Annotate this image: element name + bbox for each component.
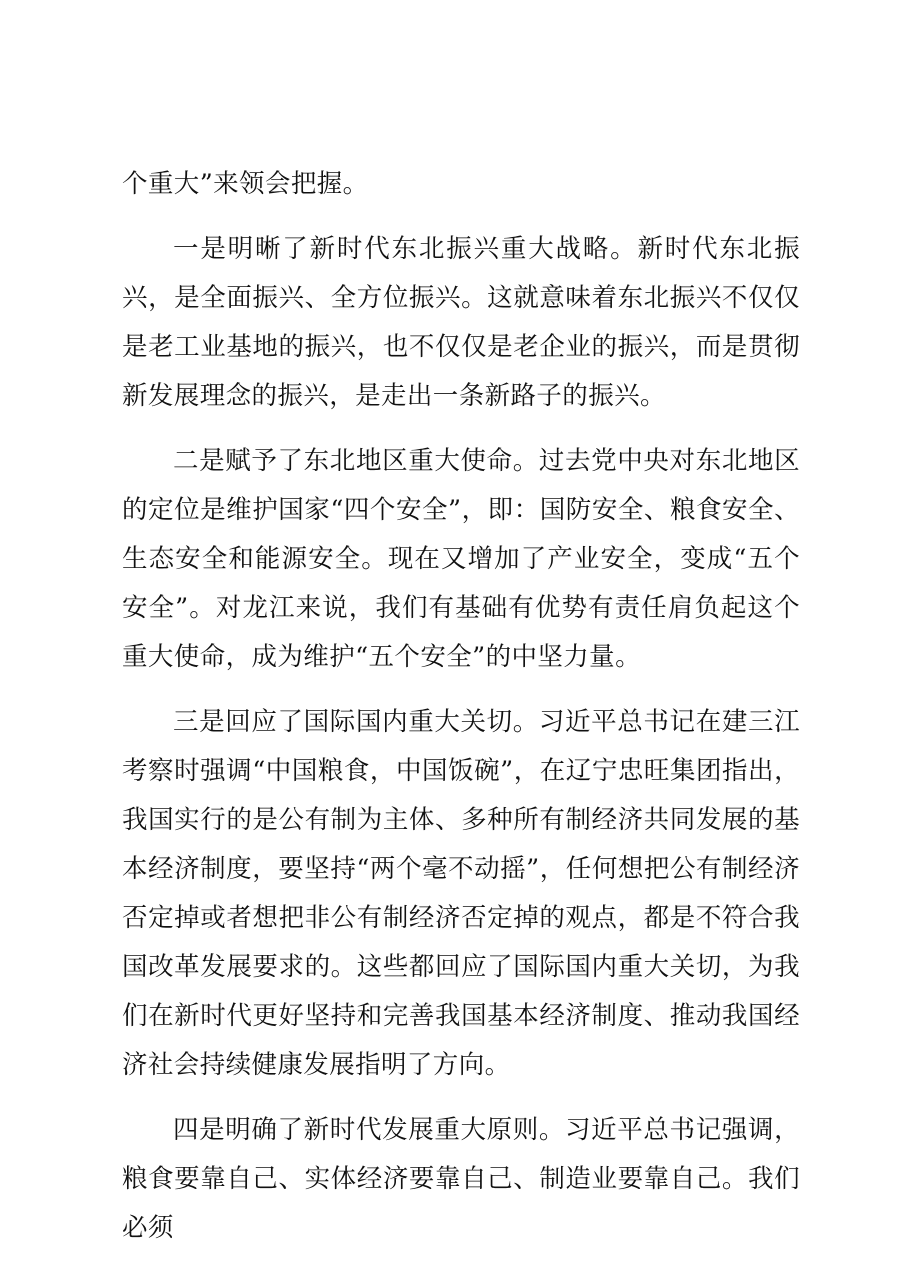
paragraph-strategy: 一是明晰了新时代东北振兴重大战略。新时代东北振兴，是全面振兴、全方位振兴。这就意味着东北振兴不仅仅是老工业基地的振兴，也不仅仅是老企业的振兴，而是贯彻新发展理念的振兴，是走出一条新路子的振兴。 [122, 234, 800, 411]
paragraph-principles: 四是明确了新时代发展重大原则。习近平总书记强调，粮食要靠自己、实体经济要靠自己、制造业要靠自己。我们必须 [122, 1115, 800, 1243]
document-body [122, 160, 800, 1269]
paragraph-mission: 二是赋予了东北地区重大使命。过去党中央对东北地区的定位是维护国家“四个安全”，即：国防安全、粮食安全、生态安全和能源安全。现在又增加了产业安全，变成“五个安全”。对龙江来说，我们有基础有优势有责任肩负起这个重大使命，成为维护“五个安全”的中坚力量。 [122, 446, 800, 672]
paragraph-concerns: 三是回应了国际国内重大关切。习近平总书记在建三江考察时强调“中国粮食，中国饭碗”，在辽宁忠旺集团指出，我国实行的是公有制为主体、多种所有制经济共同发展的基本经济制度，要坚持“两个毫不动摇”，任何想把公有制经济否定掉或者想把非公有制经济否定掉的观点，都是不符合我国改革发展要求的。这些都回应了国际国内重大关切，为我们在新时代更好坚持和完善我国基本经济制度、推动我国经济社会持续健康发展指明了方向。 [122, 707, 800, 1080]
paragraph-continuation: 个重大”来领会把握。 [122, 169, 369, 199]
